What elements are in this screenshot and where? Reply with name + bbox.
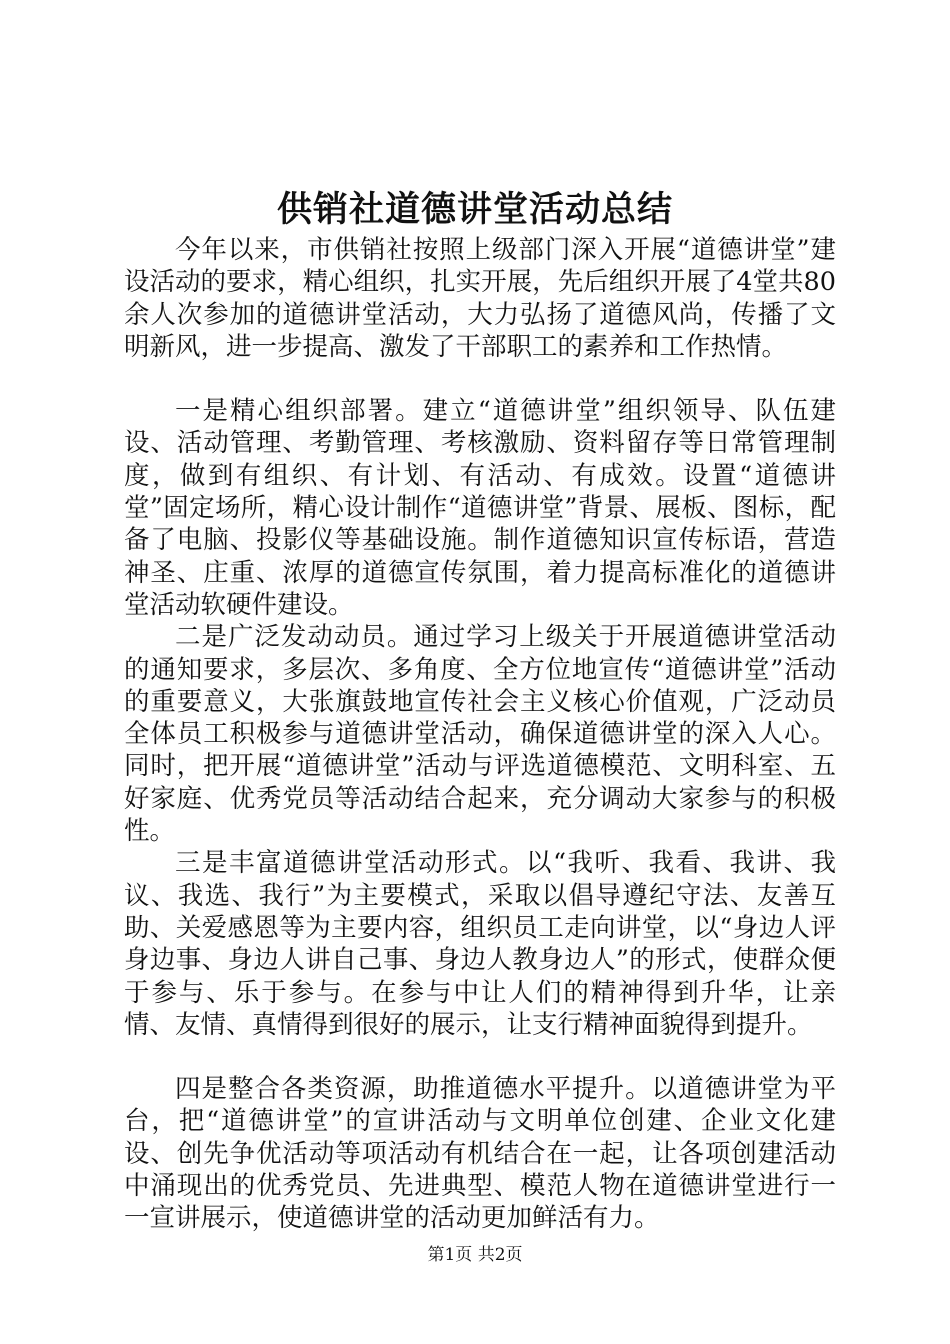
paragraph-intro: 今年以来，市供销社按照上级部门深入开展“道德讲堂”建设活动的要求，精心组织，扎实开展，先后组织开展了4堂共80余人次参加的道德讲堂活动，大力弘扬了道德风尚，传播了文明新风，进一步提高、激发了干部职工的素养和工作热情。 [124, 235, 836, 362]
paragraph-section-3: 三是丰富道德讲堂活动形式。以“我听、我看、我讲、我议、我选、我行”为主要模式，采取以倡导遵纪守法、友善互助、关爱感恩等为主要内容，组织员工走向讲堂，以“身边人评身边事、身边人讲自己事、身边人教身边人”的形式，使群众便于参与、乐于参与。在参与中让人们的精神得到升华，让亲情、友情、真情得到很好的展示，让支行精神面貌得到提升。 [124, 848, 836, 1040]
paragraph-section-2: 二是广泛发动动员。通过学习上级关于开展道德讲堂活动的通知要求，多层次、多角度、全方位地宣传“道德讲堂”活动的重要意义，大张旗鼓地宣传社会主义核心价值观，广泛动员全体员工积极参与道德讲堂活动，确保道德讲堂的深入人心。同时，把开展“道德讲堂”活动与评选道德模范、文明科室、五好家庭、优秀党员等活动结合起来，充分调动大家参与的积极性。 [124, 622, 836, 847]
document-body [124, 234, 836, 1235]
page-number-footer: 第1页 共2页 [427, 1245, 523, 1265]
document-title: 供销社道德讲堂活动总结 [276, 189, 673, 230]
paragraph-section-1: 一是精心组织部署。建立“道德讲堂”组织领导、队伍建设、活动管理、考勤管理、考核激励、资料留存等日常管理制度，做到有组织、有计划、有活动、有成效。设置“道德讲堂”固定场所，精心设计制作“道德讲堂”背景、展板、图标，配备了电脑、投影仪等基础设施。制作道德知识宣传标语，营造神圣、庄重、浓厚的道德宣传氛围，着力提高标准化的道德讲堂活动软硬件建设。 [124, 396, 836, 620]
paragraph-section-4: 四是整合各类资源，助推道德水平提升。以道德讲堂为平台，把“道德讲堂”的宣讲活动与文明单位创建、企业文化建设、创先争优活动等项活动有机结合在一起，让各项创建活动中涌现出的优秀党员、先进典型、模范人物在道德讲堂进行一一宣讲展示，使道德讲堂的活动更加鲜活有力。 [124, 1074, 836, 1234]
